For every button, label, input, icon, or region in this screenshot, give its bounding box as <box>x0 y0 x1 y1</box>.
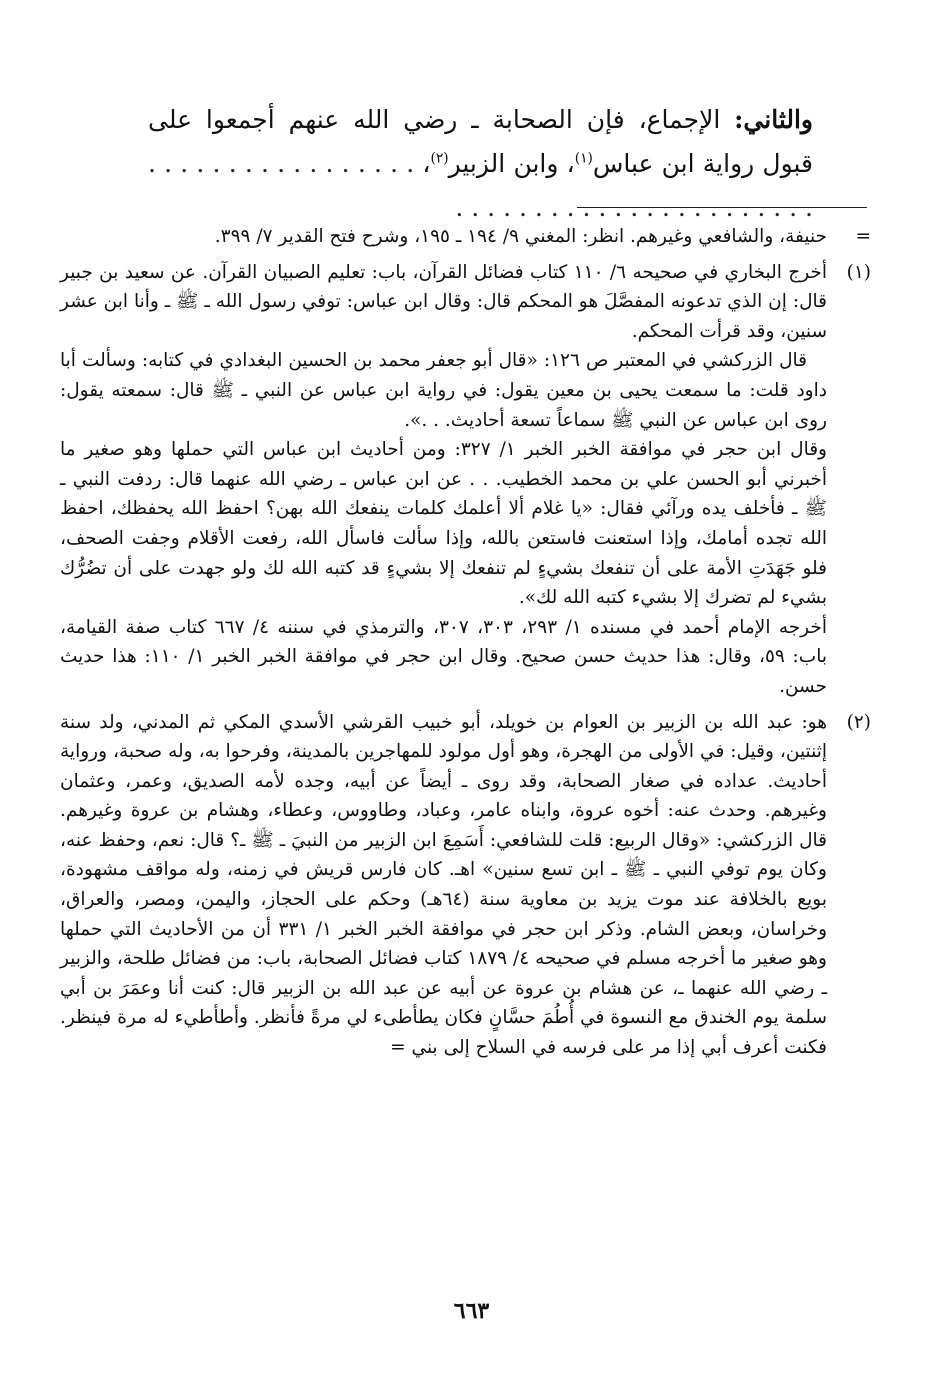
footnote-marker: (٢) <box>846 711 871 733</box>
main-text-body-2: ، وابن الزبير <box>448 149 575 178</box>
footnote-1 <box>60 258 871 702</box>
page-number: ٦٦٣ <box>453 1298 490 1324</box>
footnote-2 <box>60 708 871 1063</box>
footnote-ref-2[interactable]: (٢) <box>430 150 449 167</box>
footnote-continuation <box>60 222 871 252</box>
footnote-separator <box>577 207 867 208</box>
footnote-marker: = <box>855 226 871 247</box>
footnotes <box>60 222 871 1063</box>
footnote-paragraph: حنيفة، والشافعي وغيرهم. انظر: المغني ٩/ ١٩٤ ـ ١٩٥، وشرح فتح القدير ٧/ ٣٩٩. <box>214 226 827 247</box>
footnote-paragraph: أخرج البخاري في صحيحه ٦/ ١١٠ كتاب فضائل القرآن، باب: تعليم الصبيان القرآن. عن سعيد بن جبير قال: إن الذي تدعونه المفصَّلَ هو المحكم قال: وقال ابن عباس: توفي رسول الله ـ ﷺ ـ وأنا ابن عشر سنين، وقد قرأت المحكم. <box>60 261 827 342</box>
footnote-paragraph: هو: عبد الله بن الزبير بن العوام بن خويلد، أبو خبيب القرشي الأسدي المكي ثم المدني، ولد سنة إثنتين، وقيل: في الأولى من الهجرة، وهو أول مولود للمهاجرين بالمدينة، وفرحوا به، وله صحبة، ورواية أحاديث. عداده في صغار الصحابة، وقد روى ـ أيضاً عن أبيه، وجده لأمه الصديق، وعمر، وعثمان وغيرهم. وحدث عنه: أخوه عروة، وابناه عامر، وعباد، وطاووس، وعطاء، وهشام بن عروة وغيرهم. قال الزركشي: «وقال الربيع: قلت للشافعي: أَسَمِعَ ابن الزبير من النبيَ ـ ﷺ ـ؟ قال: نعم، وحفظ عنه، وكان يوم توفي النبي ـ ﷺ ـ ابن تسع سنين» اهـ. كان فارس قريش في زمنه، وله مواقف مشهودة، بويع بالخلافة عند موت يزيد بن معاوية سنة (٦٤هـ) وحكم على الحجاز، واليمن، ومصر، والعراق، وخراسان، وبعض الشام. وذكر ابن حجر في موافقة الخبر الخبر ١/ ٣٣١ أن من الأحاديث التي حملها وهو صغير ما أخرجه مسلم في صحيحه ٤/ ١٨٧٩ كتاب فضائل الصحابة، باب: من فضائل طلحة، والزبير ـ رضي الله عنهما ـ، عن هشام بن عروة عن أبيه عن عبد الله بن الزبير قال: كنت أنا وعمَرَ بن أبي سلمة يوم الخندق مع النسوة في أُطُمَ حسَّانٍ فكان يطأطىء لي مرةً فأنظر. وأطأطيء له مرة فينظر. فكنت أعرف أبي إذا مر على فرسه في السلاح إلى بني = <box>60 711 828 1059</box>
footnote-marker: (١) <box>846 261 871 283</box>
footnote-ref-1[interactable]: (١) <box>574 150 593 167</box>
footnote-paragraph: وقال ابن حجر في موافقة الخبر الخبر ١/ ٣٢٧: ومن أحاديث ابن عباس التي حملها وهو صغير ما أخبرني أبو الحسن علي بن محمد الخطيب. . . عن ابن عباس ـ رضي الله عنهما قال: ردفت النبي ـ ﷺ ـ فأخلف يده ورآئي فقال: «يا غلام ألا أعلمك كلمات ينفعك الله بهن؟ احفظ الله يحفظك، احفظ الله تجده أمامك، وإذا استعنت فاستعن بالله، وإذا سألت فاسأل الله، رفعت الأقلام وجفت الصحف، فلو جَهَدَتِ الأمة على أن تنفعك بشيءٍ لم تنفعك إلا بشيءٍ قد كتبه الله لك ولو جهدت على أن تضُرُّك بشيء لم تضرك إلا بشيء كتبه الله لك». <box>60 439 827 609</box>
main-lead-word: والثاني: <box>734 105 813 134</box>
main-paragraph <box>148 98 813 230</box>
leader-dots: . . . . . . . . . . . . . . . . . . . . . . . . . . . . . . . . . . . . . . . . <box>148 149 813 222</box>
footnote-paragraph: أخرجه الإمام أحمد في مسنده ١/ ٢٩٣، ٣٠٣، ٣٠٧، والترمذي في سننه ٤/ ٦٦٧ كتاب صفة القيامة، باب: ٥٩، وقال: هذا حديث حسن صحيح. وقال ابن حجر في موافقة الخبر الخبر ١/ ١١٠: هذا حديث حسن. <box>60 616 827 697</box>
main-text <box>148 98 813 230</box>
main-text-body-1: الإجماع، فإن الصحابة ـ رضي الله عنهم أجمعوا على قبول رواية ابن عباس <box>148 105 813 178</box>
footnote-paragraph: قال الزركشي في المعتبر ص ١٢٦: «قال أبو جعفر محمد بن الحسين البغدادي في كتابه: وسألت أبا داود قلت: ما سمعت يحيى بن معين يقول: في رواية ابن عباس عن النبي ـ ﷺ قال: سمعته يقول: روى ابن عباس عن النبي ﷺ سماعاً تسعة أحاديث. . .». <box>60 350 827 431</box>
main-text-body-3: ، <box>414 149 431 178</box>
